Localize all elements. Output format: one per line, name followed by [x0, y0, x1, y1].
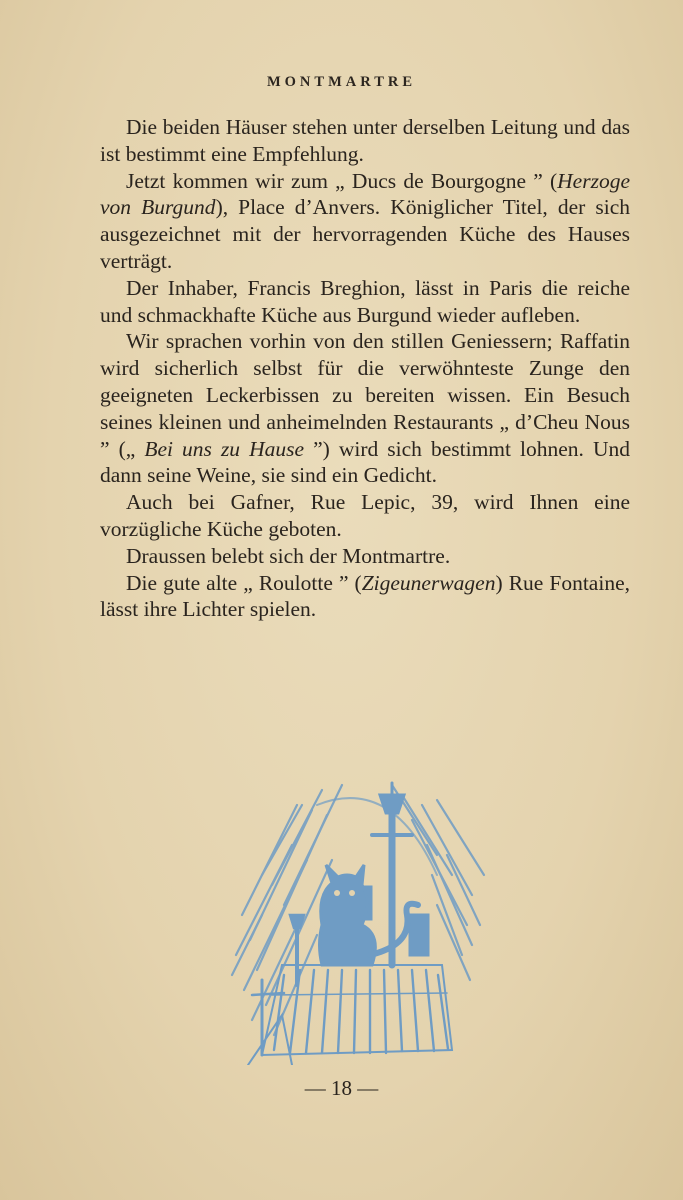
- italic-translation: Bei uns zu Hause: [144, 436, 305, 461]
- body-text: [100, 114, 630, 623]
- text-run: ), Place d’Anvers. Königlicher Titel, der sich ausgezeichnet mit der hervorragenden Küche des Hauses verträgt.: [100, 195, 631, 273]
- italic-translation: Zigeunerwagen: [361, 570, 496, 595]
- paragraph: [100, 168, 630, 275]
- paragraph: [100, 489, 630, 543]
- text-run: Draussen belebt sich der Montmartre.: [126, 543, 451, 568]
- italic-translation: Herzoge von Burgund: [100, 168, 630, 220]
- text-run: Der Inhaber, Francis Breghion, lässt in Paris die reiche und schmackhafte Küche aus Burgund wieder aufleben.: [100, 275, 630, 327]
- paragraph: [100, 114, 630, 168]
- paragraph: [100, 275, 630, 329]
- text-run: Jetzt kommen wir zum „ Ducs de Bourgogne ” (: [126, 168, 558, 193]
- running-head: MONTMARTRE: [266, 74, 417, 90]
- paragraph: [100, 328, 630, 489]
- page-number: — 18 —: [304, 1076, 379, 1100]
- cat-lamp-illustration: [222, 765, 487, 1065]
- text-run: ”) wird sich bestimmt lohnen. Und dann seine Weine, sie sind ein Gedicht.: [100, 436, 630, 488]
- text-run: Die gute alte „ Roulotte ” (: [126, 570, 362, 595]
- text-run: Auch bei Gafner, Rue Lepic, 39, wird Ihnen eine vorzügliche Küche geboten.: [100, 490, 630, 541]
- text-run: Die beiden Häuser stehen unter derselben Leitung und das ist bestimmt eine Empfehlung.: [100, 115, 630, 166]
- paragraph: [100, 570, 630, 624]
- paragraph: [100, 543, 630, 570]
- text-run: Wir sprachen vorhin von den stillen Geniessern; Raffatin wird sicherlich selbst für die verwöhnteste Zunge den geeigneten Leckerbissen zu bereiten wissen. Ein Besuch seines kleinen und anheimelnden Restaurants „ d’Cheu Nous ” („: [100, 329, 630, 461]
- text-run: ) Rue Fontaine, lässt ihre Lichter spielen.: [100, 570, 630, 622]
